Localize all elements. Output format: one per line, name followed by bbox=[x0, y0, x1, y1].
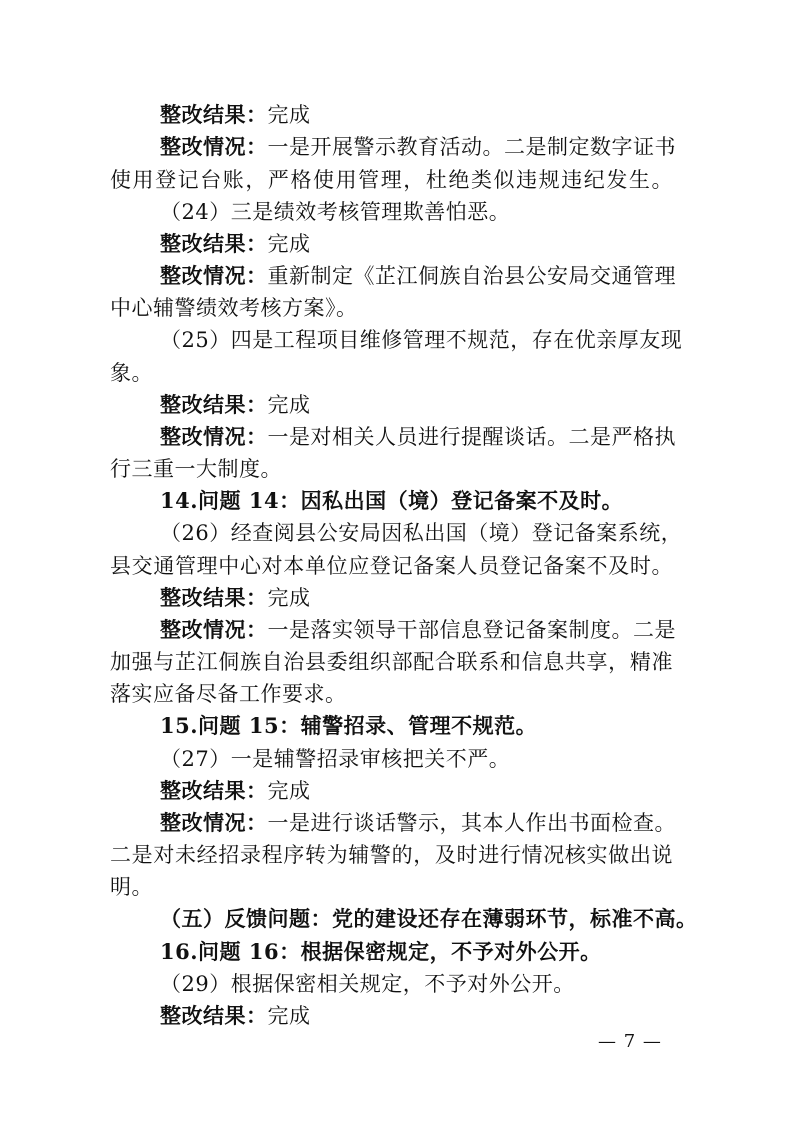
page-number: — 7 — bbox=[598, 1031, 662, 1052]
text-line: 整改情况：重新制定《芷江侗族自治县公安局交通管理 bbox=[160, 263, 676, 288]
text-line: 整改结果：完成 bbox=[160, 102, 311, 127]
text-line: 整改结果：完成 bbox=[160, 392, 311, 417]
text-line: 象。 bbox=[110, 361, 153, 385]
text-line: 行三重一大制度。 bbox=[110, 457, 282, 481]
text-line: 明。 bbox=[110, 875, 153, 899]
section-heading: （五）反馈问题：党的建设还存在薄弱环节，标准不高。 bbox=[160, 906, 698, 931]
text-line: 整改情况：一是对相关人员进行提醒谈话。二是严格执 bbox=[160, 424, 676, 449]
text-line: 县交通管理中心对本单位应登记备案人员登记备案不及时。 bbox=[110, 554, 673, 578]
text-line: 中心辅警绩效考核方案》。 bbox=[110, 296, 358, 320]
text-line: （27）一是辅警招录审核把关不严。 bbox=[160, 747, 511, 771]
text-line: 整改结果：完成 bbox=[160, 1003, 311, 1028]
text-line: 整改情况：一是开展警示教育活动。二是制定数字证书 bbox=[160, 134, 676, 159]
section-heading: 15.问题 15：辅警招录、管理不规范。 bbox=[160, 713, 538, 738]
text-line: 整改情况：一是落实领导干部信息登记备案制度。二是 bbox=[160, 617, 676, 642]
text-line: 加强与芷江侗族自治县委组织部配合联系和信息共享，精准 bbox=[110, 650, 673, 674]
text-line: 整改情况：一是进行谈话警示，其本人作出书面检查。 bbox=[160, 810, 676, 835]
section-heading: 14.问题 14：因私出国（境）登记备案不及时。 bbox=[160, 488, 624, 513]
text-line: （29）根据保密相关规定，不予对外公开。 bbox=[160, 972, 575, 996]
text-line: （25）四是工程项目维修管理不规范，存在优亲厚友现 bbox=[160, 328, 683, 352]
text-line: 落实应备尽备工作要求。 bbox=[110, 682, 347, 706]
text-line: 整改结果：完成 bbox=[160, 585, 311, 610]
text-line: 二是对未经招录程序转为辅警的，及时进行情况核实做出说 bbox=[110, 843, 673, 867]
text-line: （24）三是绩效考核管理欺善怕恶。 bbox=[160, 200, 511, 224]
text-line: 整改结果：完成 bbox=[160, 778, 311, 803]
text-line: （26）经查阅县公安局因私出国（境）登记备案系统， bbox=[160, 521, 683, 545]
text-line: 整改结果：完成 bbox=[160, 231, 311, 256]
section-heading: 16.问题 16：根据保密规定，不予对外公开。 bbox=[160, 939, 602, 964]
text-line: 使用登记台账，严格使用管理，杜绝类似违规违纪发生。 bbox=[110, 168, 673, 192]
